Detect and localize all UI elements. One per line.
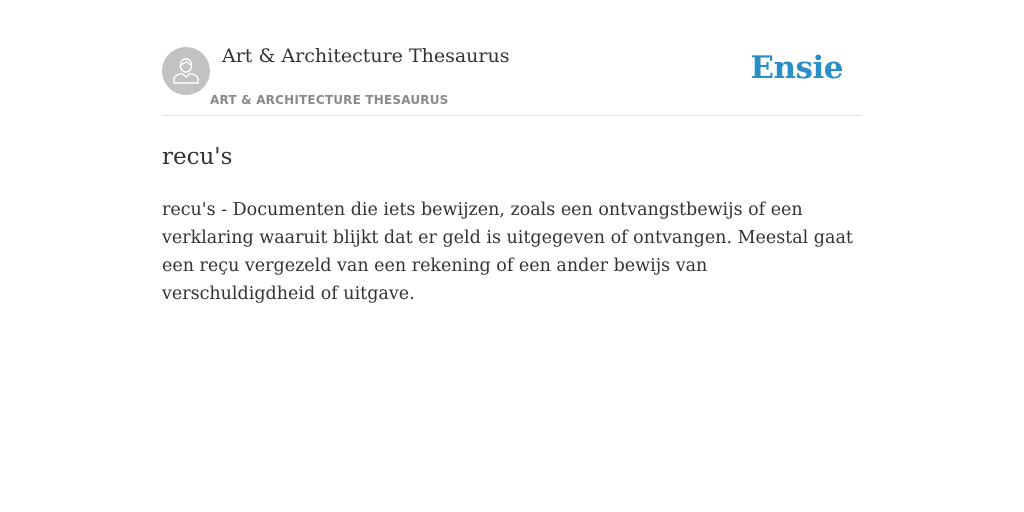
content-container [162,0,862,308]
entry-definition: recu's - Documenten die iets bewijzen, zoals een ontvangstbewijs of een verklaring waaruit blijkt dat er geld is uitgegeven of ontvangen. Meestal gaat een reçu vergezeld van een rekening of een ander bewijs van verschuldigdheid of uitgave. [162,200,853,304]
avatar[interactable] [162,47,210,95]
entry-term: recu's [162,144,233,170]
source-subtitle[interactable]: ART & ARCHITECTURE THESAURUS [210,93,449,107]
source-title[interactable]: Art & Architecture Thesaurus [222,45,510,67]
user-silhouette-icon [171,56,201,86]
entry-header [162,0,862,116]
ensie-logo[interactable]: Ensie [750,50,843,86]
